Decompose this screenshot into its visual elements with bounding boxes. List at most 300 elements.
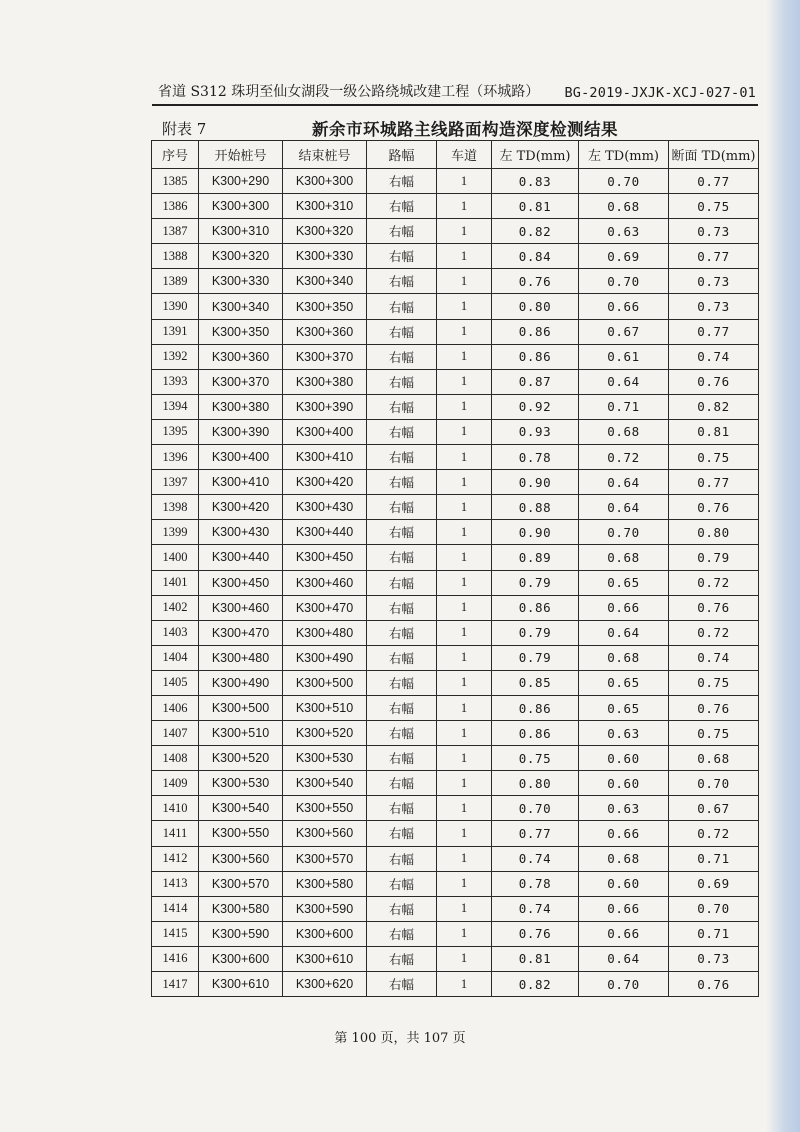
- carriageway-cell: 右幅: [367, 896, 437, 921]
- end-stake-cell: K300+590: [283, 896, 367, 921]
- left-td-2-cell: 0.65: [579, 670, 669, 695]
- table-row: [152, 419, 759, 444]
- seq-cell: 1403: [152, 620, 199, 645]
- section-td-cell: 0.73: [669, 269, 759, 294]
- end-stake-cell: K300+340: [283, 269, 367, 294]
- left-td-2-cell: 0.64: [579, 369, 669, 394]
- end-stake-cell: K300+530: [283, 746, 367, 771]
- lane-cell: 1: [437, 746, 492, 771]
- seq-cell: 1415: [152, 921, 199, 946]
- seq-cell: 1413: [152, 871, 199, 896]
- section-td-cell: 0.73: [669, 946, 759, 971]
- left-td-2-cell: 0.65: [579, 695, 669, 720]
- column-header: 左 TD(mm): [579, 141, 669, 169]
- carriageway-cell: 右幅: [367, 846, 437, 871]
- lane-cell: 1: [437, 219, 492, 244]
- table-row: [152, 319, 759, 344]
- start-stake-cell: K300+580: [199, 896, 283, 921]
- seq-cell: 1394: [152, 394, 199, 419]
- lane-cell: 1: [437, 294, 492, 319]
- left-td-cell: 0.77: [492, 821, 579, 846]
- section-td-cell: 0.76: [669, 495, 759, 520]
- table-row: [152, 244, 759, 269]
- left-td-2-cell: 0.63: [579, 219, 669, 244]
- carriageway-cell: 右幅: [367, 871, 437, 896]
- left-td-2-cell: 0.68: [579, 846, 669, 871]
- section-td-cell: 0.70: [669, 896, 759, 921]
- end-stake-cell: K300+310: [283, 194, 367, 219]
- left-td-2-cell: 0.66: [579, 294, 669, 319]
- end-stake-cell: K300+440: [283, 520, 367, 545]
- start-stake-cell: K300+390: [199, 419, 283, 444]
- end-stake-cell: K300+370: [283, 344, 367, 369]
- table-row: [152, 294, 759, 319]
- seq-cell: 1386: [152, 194, 199, 219]
- report-code: BG-2019-JXJK-XCJ-027-01: [564, 85, 756, 101]
- table-row: [152, 896, 759, 921]
- left-td-2-cell: 0.64: [579, 946, 669, 971]
- left-td-2-cell: 0.60: [579, 746, 669, 771]
- end-stake-cell: K300+450: [283, 545, 367, 570]
- table-row: [152, 520, 759, 545]
- left-td-cell: 0.86: [492, 721, 579, 746]
- end-stake-cell: K300+520: [283, 721, 367, 746]
- left-td-cell: 0.75: [492, 746, 579, 771]
- left-td-cell: 0.79: [492, 620, 579, 645]
- table-title: 新余市环城路主线路面构造深度检测结果: [312, 120, 618, 139]
- end-stake-cell: K300+320: [283, 219, 367, 244]
- table-row: [152, 269, 759, 294]
- section-td-cell: 0.81: [669, 419, 759, 444]
- left-td-2-cell: 0.70: [579, 269, 669, 294]
- end-stake-cell: K300+540: [283, 771, 367, 796]
- start-stake-cell: K300+510: [199, 721, 283, 746]
- table-header-row: [152, 141, 759, 169]
- table-row: [152, 369, 759, 394]
- seq-cell: 1417: [152, 972, 199, 997]
- left-td-2-cell: 0.66: [579, 821, 669, 846]
- end-stake-cell: K300+400: [283, 419, 367, 444]
- start-stake-cell: K300+290: [199, 169, 283, 194]
- left-td-cell: 0.84: [492, 244, 579, 269]
- table-row: [152, 921, 759, 946]
- seq-cell: 1387: [152, 219, 199, 244]
- lane-cell: 1: [437, 721, 492, 746]
- start-stake-cell: K300+330: [199, 269, 283, 294]
- lane-cell: 1: [437, 344, 492, 369]
- end-stake-cell: K300+490: [283, 645, 367, 670]
- left-td-2-cell: 0.68: [579, 419, 669, 444]
- table-row: [152, 545, 759, 570]
- carriageway-cell: 右幅: [367, 721, 437, 746]
- section-td-cell: 0.75: [669, 194, 759, 219]
- lane-cell: 1: [437, 871, 492, 896]
- carriageway-cell: 右幅: [367, 695, 437, 720]
- section-td-cell: 0.68: [669, 746, 759, 771]
- table-row: [152, 219, 759, 244]
- section-td-cell: 0.77: [669, 169, 759, 194]
- end-stake-cell: K300+470: [283, 595, 367, 620]
- end-stake-cell: K300+600: [283, 921, 367, 946]
- lane-cell: 1: [437, 194, 492, 219]
- lane-cell: 1: [437, 695, 492, 720]
- section-td-cell: 0.73: [669, 294, 759, 319]
- start-stake-cell: K300+350: [199, 319, 283, 344]
- carriageway-cell: 右幅: [367, 670, 437, 695]
- table-row: [152, 871, 759, 896]
- left-td-2-cell: 0.64: [579, 470, 669, 495]
- end-stake-cell: K300+580: [283, 871, 367, 896]
- left-td-cell: 0.81: [492, 194, 579, 219]
- seq-cell: 1399: [152, 520, 199, 545]
- section-td-cell: 0.75: [669, 670, 759, 695]
- seq-cell: 1411: [152, 821, 199, 846]
- section-td-cell: 0.74: [669, 645, 759, 670]
- section-td-cell: 0.79: [669, 545, 759, 570]
- left-td-cell: 0.76: [492, 921, 579, 946]
- left-td-2-cell: 0.68: [579, 545, 669, 570]
- carriageway-cell: 右幅: [367, 394, 437, 419]
- column-header: 序号: [152, 141, 199, 169]
- left-td-2-cell: 0.60: [579, 871, 669, 896]
- end-stake-cell: K300+390: [283, 394, 367, 419]
- start-stake-cell: K300+440: [199, 545, 283, 570]
- end-stake-cell: K300+360: [283, 319, 367, 344]
- section-td-cell: 0.76: [669, 369, 759, 394]
- lane-cell: 1: [437, 520, 492, 545]
- carriageway-cell: 右幅: [367, 620, 437, 645]
- texture-depth-table: [151, 140, 759, 997]
- seq-cell: 1402: [152, 595, 199, 620]
- left-td-2-cell: 0.66: [579, 896, 669, 921]
- seq-cell: 1401: [152, 570, 199, 595]
- left-td-2-cell: 0.66: [579, 595, 669, 620]
- left-td-cell: 0.78: [492, 445, 579, 470]
- page-header: [158, 77, 756, 101]
- lane-cell: 1: [437, 972, 492, 997]
- left-td-cell: 0.80: [492, 294, 579, 319]
- left-td-2-cell: 0.64: [579, 620, 669, 645]
- seq-cell: 1393: [152, 369, 199, 394]
- end-stake-cell: K300+380: [283, 369, 367, 394]
- table-row: [152, 394, 759, 419]
- seq-cell: 1414: [152, 896, 199, 921]
- scan-edge-shadow: [766, 0, 800, 1132]
- end-stake-cell: K300+410: [283, 445, 367, 470]
- start-stake-cell: K300+380: [199, 394, 283, 419]
- start-stake-cell: K300+600: [199, 946, 283, 971]
- table-row: [152, 194, 759, 219]
- table-row: [152, 946, 759, 971]
- section-td-cell: 0.72: [669, 821, 759, 846]
- section-td-cell: 0.77: [669, 470, 759, 495]
- seq-cell: 1404: [152, 645, 199, 670]
- project-name: 省道 S312 珠玥至仙女湖段一级公路绕城改建工程（环城路）: [158, 84, 540, 100]
- left-td-2-cell: 0.71: [579, 394, 669, 419]
- left-td-2-cell: 0.68: [579, 194, 669, 219]
- start-stake-cell: K300+310: [199, 219, 283, 244]
- lane-cell: 1: [437, 846, 492, 871]
- section-td-cell: 0.77: [669, 319, 759, 344]
- lane-cell: 1: [437, 821, 492, 846]
- left-td-2-cell: 0.70: [579, 520, 669, 545]
- lane-cell: 1: [437, 670, 492, 695]
- left-td-cell: 0.83: [492, 169, 579, 194]
- left-td-2-cell: 0.69: [579, 244, 669, 269]
- left-td-2-cell: 0.61: [579, 344, 669, 369]
- left-td-2-cell: 0.66: [579, 921, 669, 946]
- carriageway-cell: 右幅: [367, 194, 437, 219]
- seq-cell: 1390: [152, 294, 199, 319]
- table-row: [152, 821, 759, 846]
- column-header: 结束桩号: [283, 141, 367, 169]
- carriageway-cell: 右幅: [367, 545, 437, 570]
- section-td-cell: 0.75: [669, 721, 759, 746]
- start-stake-cell: K300+360: [199, 344, 283, 369]
- start-stake-cell: K300+530: [199, 771, 283, 796]
- column-header: 车道: [437, 141, 492, 169]
- left-td-cell: 0.80: [492, 771, 579, 796]
- carriageway-cell: 右幅: [367, 645, 437, 670]
- seq-cell: 1395: [152, 419, 199, 444]
- section-td-cell: 0.76: [669, 695, 759, 720]
- section-td-cell: 0.80: [669, 520, 759, 545]
- left-td-cell: 0.90: [492, 520, 579, 545]
- start-stake-cell: K300+480: [199, 645, 283, 670]
- table-row: [152, 645, 759, 670]
- left-td-cell: 0.88: [492, 495, 579, 520]
- section-td-cell: 0.82: [669, 394, 759, 419]
- header-divider: [152, 104, 758, 106]
- left-td-2-cell: 0.65: [579, 570, 669, 595]
- section-td-cell: 0.76: [669, 595, 759, 620]
- section-td-cell: 0.72: [669, 620, 759, 645]
- carriageway-cell: 右幅: [367, 269, 437, 294]
- section-td-cell: 0.75: [669, 445, 759, 470]
- left-td-cell: 0.76: [492, 269, 579, 294]
- seq-cell: 1391: [152, 319, 199, 344]
- lane-cell: 1: [437, 445, 492, 470]
- end-stake-cell: K300+500: [283, 670, 367, 695]
- section-td-cell: 0.77: [669, 244, 759, 269]
- end-stake-cell: K300+560: [283, 821, 367, 846]
- lane-cell: 1: [437, 545, 492, 570]
- left-td-2-cell: 0.68: [579, 645, 669, 670]
- left-td-2-cell: 0.67: [579, 319, 669, 344]
- seq-cell: 1407: [152, 721, 199, 746]
- table-row: [152, 972, 759, 997]
- section-td-cell: 0.70: [669, 771, 759, 796]
- lane-cell: 1: [437, 495, 492, 520]
- left-td-cell: 0.79: [492, 645, 579, 670]
- left-td-cell: 0.87: [492, 369, 579, 394]
- carriageway-cell: 右幅: [367, 520, 437, 545]
- seq-cell: 1392: [152, 344, 199, 369]
- carriageway-cell: 右幅: [367, 169, 437, 194]
- carriageway-cell: 右幅: [367, 821, 437, 846]
- carriageway-cell: 右幅: [367, 946, 437, 971]
- appendix-label: 附表 7: [162, 120, 207, 138]
- start-stake-cell: K300+570: [199, 871, 283, 896]
- lane-cell: 1: [437, 319, 492, 344]
- lane-cell: 1: [437, 570, 492, 595]
- column-header: 左 TD(mm): [492, 141, 579, 169]
- lane-cell: 1: [437, 595, 492, 620]
- table-row: [152, 695, 759, 720]
- left-td-cell: 0.92: [492, 394, 579, 419]
- left-td-cell: 0.89: [492, 545, 579, 570]
- left-td-2-cell: 0.63: [579, 796, 669, 821]
- start-stake-cell: K300+560: [199, 846, 283, 871]
- left-td-cell: 0.82: [492, 219, 579, 244]
- section-td-cell: 0.67: [669, 796, 759, 821]
- lane-cell: 1: [437, 946, 492, 971]
- left-td-cell: 0.90: [492, 470, 579, 495]
- seq-cell: 1397: [152, 470, 199, 495]
- left-td-cell: 0.93: [492, 419, 579, 444]
- left-td-2-cell: 0.72: [579, 445, 669, 470]
- seq-cell: 1385: [152, 169, 199, 194]
- end-stake-cell: K300+350: [283, 294, 367, 319]
- lane-cell: 1: [437, 620, 492, 645]
- table-row: [152, 470, 759, 495]
- carriageway-cell: 右幅: [367, 470, 437, 495]
- page-footer: 第 100 页，共 107 页: [334, 1031, 466, 1046]
- carriageway-cell: 右幅: [367, 219, 437, 244]
- table-row: [152, 771, 759, 796]
- table-row: [152, 344, 759, 369]
- end-stake-cell: K300+510: [283, 695, 367, 720]
- start-stake-cell: K300+400: [199, 445, 283, 470]
- seq-cell: 1398: [152, 495, 199, 520]
- carriageway-cell: 右幅: [367, 972, 437, 997]
- seq-cell: 1410: [152, 796, 199, 821]
- start-stake-cell: K300+450: [199, 570, 283, 595]
- left-td-2-cell: 0.60: [579, 771, 669, 796]
- end-stake-cell: K300+550: [283, 796, 367, 821]
- seq-cell: 1396: [152, 445, 199, 470]
- table-row: [152, 796, 759, 821]
- start-stake-cell: K300+520: [199, 746, 283, 771]
- lane-cell: 1: [437, 470, 492, 495]
- lane-cell: 1: [437, 771, 492, 796]
- table-row: [152, 620, 759, 645]
- end-stake-cell: K300+330: [283, 244, 367, 269]
- left-td-cell: 0.81: [492, 946, 579, 971]
- start-stake-cell: K300+420: [199, 495, 283, 520]
- left-td-cell: 0.86: [492, 344, 579, 369]
- section-td-cell: 0.76: [669, 972, 759, 997]
- carriageway-cell: 右幅: [367, 595, 437, 620]
- lane-cell: 1: [437, 369, 492, 394]
- left-td-cell: 0.82: [492, 972, 579, 997]
- section-td-cell: 0.69: [669, 871, 759, 896]
- start-stake-cell: K300+410: [199, 470, 283, 495]
- table-row: [152, 670, 759, 695]
- seq-cell: 1405: [152, 670, 199, 695]
- section-td-cell: 0.71: [669, 846, 759, 871]
- section-td-cell: 0.73: [669, 219, 759, 244]
- table-body: [152, 169, 759, 997]
- left-td-cell: 0.86: [492, 695, 579, 720]
- carriageway-cell: 右幅: [367, 294, 437, 319]
- seq-cell: 1406: [152, 695, 199, 720]
- end-stake-cell: K300+570: [283, 846, 367, 871]
- seq-cell: 1416: [152, 946, 199, 971]
- start-stake-cell: K300+550: [199, 821, 283, 846]
- seq-cell: 1409: [152, 771, 199, 796]
- section-td-cell: 0.74: [669, 344, 759, 369]
- column-header: 断面 TD(mm): [669, 141, 759, 169]
- seq-cell: 1388: [152, 244, 199, 269]
- end-stake-cell: K300+480: [283, 620, 367, 645]
- left-td-cell: 0.74: [492, 896, 579, 921]
- table-row: [152, 495, 759, 520]
- carriageway-cell: 右幅: [367, 771, 437, 796]
- left-td-cell: 0.86: [492, 595, 579, 620]
- lane-cell: 1: [437, 419, 492, 444]
- lane-cell: 1: [437, 394, 492, 419]
- lane-cell: 1: [437, 645, 492, 670]
- table-row: [152, 846, 759, 871]
- lane-cell: 1: [437, 169, 492, 194]
- table-row: [152, 746, 759, 771]
- carriageway-cell: 右幅: [367, 344, 437, 369]
- left-td-2-cell: 0.64: [579, 495, 669, 520]
- table-row: [152, 595, 759, 620]
- seq-cell: 1412: [152, 846, 199, 871]
- end-stake-cell: K300+460: [283, 570, 367, 595]
- left-td-cell: 0.86: [492, 319, 579, 344]
- table-row: [152, 570, 759, 595]
- end-stake-cell: K300+620: [283, 972, 367, 997]
- start-stake-cell: K300+320: [199, 244, 283, 269]
- start-stake-cell: K300+300: [199, 194, 283, 219]
- carriageway-cell: 右幅: [367, 796, 437, 821]
- section-td-cell: 0.71: [669, 921, 759, 946]
- lane-cell: 1: [437, 244, 492, 269]
- left-td-cell: 0.85: [492, 670, 579, 695]
- carriageway-cell: 右幅: [367, 419, 437, 444]
- seq-cell: 1408: [152, 746, 199, 771]
- left-td-2-cell: 0.70: [579, 972, 669, 997]
- table-row: [152, 721, 759, 746]
- lane-cell: 1: [437, 796, 492, 821]
- end-stake-cell: K300+300: [283, 169, 367, 194]
- start-stake-cell: K300+540: [199, 796, 283, 821]
- lane-cell: 1: [437, 896, 492, 921]
- column-header: 路幅: [367, 141, 437, 169]
- section-td-cell: 0.72: [669, 570, 759, 595]
- carriageway-cell: 右幅: [367, 244, 437, 269]
- carriageway-cell: 右幅: [367, 921, 437, 946]
- carriageway-cell: 右幅: [367, 746, 437, 771]
- start-stake-cell: K300+470: [199, 620, 283, 645]
- end-stake-cell: K300+420: [283, 470, 367, 495]
- end-stake-cell: K300+430: [283, 495, 367, 520]
- left-td-cell: 0.70: [492, 796, 579, 821]
- start-stake-cell: K300+590: [199, 921, 283, 946]
- lane-cell: 1: [437, 269, 492, 294]
- table-row: [152, 169, 759, 194]
- carriageway-cell: 右幅: [367, 369, 437, 394]
- table-row: [152, 445, 759, 470]
- left-td-cell: 0.79: [492, 570, 579, 595]
- title-row: [160, 116, 756, 140]
- left-td-cell: 0.78: [492, 871, 579, 896]
- left-td-2-cell: 0.70: [579, 169, 669, 194]
- seq-cell: 1400: [152, 545, 199, 570]
